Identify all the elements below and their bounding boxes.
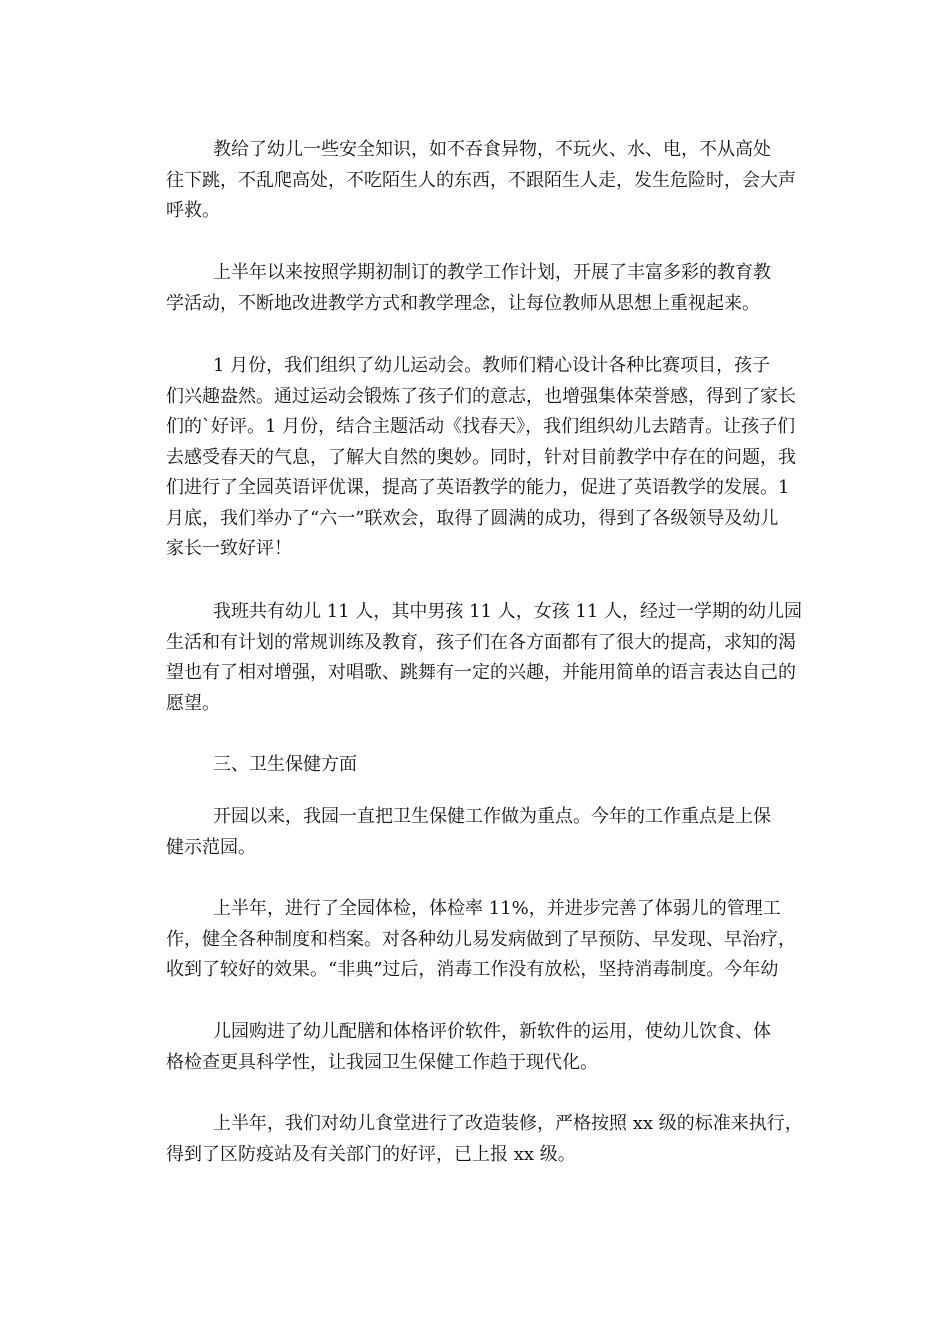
text-line: 呼救。: [166, 200, 220, 221]
paragraph-health-checkup: [166, 894, 836, 986]
text-line: 往下跳，不乱爬高处，不吃陌生人的东西，不跟陌生人走，发生危险时，会大声: [166, 169, 796, 191]
text-line: 家长一致好评！: [166, 538, 292, 559]
text-line: 儿园购进了幼儿配膳和体格评价软件，新软件的运用，使幼儿饮食、体: [213, 1021, 771, 1042]
text-line: 教给了幼儿一些安全知识，如不吞食异物，不玩火、水、电，不从高处: [213, 139, 771, 160]
text-line: 们兴趣盎然。通过运动会锻炼了孩子们的意志，也增强集体荣誉感，得到了家长: [166, 385, 796, 407]
text-line: 得到了区防疫站及有关部门的好评，已上报 xx 级。: [166, 1143, 576, 1165]
paragraph-health-focus: [166, 802, 836, 863]
text-line: 作，健全各种制度和档案。对各种幼儿易发病做到了早预防、早发现、早治疗，: [166, 928, 796, 950]
text-line: 收到了较好的效果。“非典”过后，消毒工作没有放松，坚持消毒制度。今年幼: [166, 959, 779, 980]
text-line: 开园以来，我园一直把卫生保健工作做为重点。今年的工作重点是上保: [213, 806, 771, 827]
paragraph-teaching-plan: [166, 258, 836, 319]
paragraph-safety-knowledge: [166, 135, 836, 227]
text-line: 望也有了相对增强，对唱歌、跳舞有一定的兴趣，并能用简单的语言表达自己的: [166, 662, 796, 683]
text-line: 我班共有幼儿 11 人，其中男孩 11 人，女孩 11 人，经过一学期的幼儿园: [213, 601, 803, 622]
paragraph-january-activities: [166, 351, 836, 565]
text-line: 们的`好评。1 月份，结合主题活动《找春天》，我们组织幼儿去踏青。让孩子们: [166, 416, 796, 437]
text-line: 生活和有计划的常规训练及教育，孩子们在各方面都有了很大的提高，求知的渴: [166, 631, 796, 653]
text-line: 上半年，我们对幼儿食堂进行了改造装修，严格按照 xx 级的标准来执行，: [213, 1113, 803, 1134]
text-line: 1 月份，我们组织了幼儿运动会。教师们精心设计各种比赛项目，孩子: [213, 355, 771, 376]
text-line: 上半年，进行了全园体检，体检率 11%，并进步完善了体弱儿的管理工: [213, 898, 781, 919]
text-line: 们进行了全园英语评优课，提高了英语教学的能力，促进了英语教学的发展。1: [166, 477, 790, 498]
paragraph-canteen: [166, 1109, 836, 1170]
text-line: 愿望。: [166, 692, 220, 714]
text-line: 月底，我们举办了“六一”联欢会，取得了圆满的成功，得到了各级领导及幼儿: [166, 507, 779, 529]
text-line: 健示范园。: [166, 836, 256, 858]
text-line: 学活动，不断地改进教学方式和教学理念，让每位教师从思想上重视起来。: [166, 292, 760, 314]
text-line: 三、卫生保健方面: [213, 754, 357, 775]
paragraph-class-summary: [166, 597, 836, 719]
text-line: 格检查更具科学性，让我园卫生保健工作趋于现代化。: [166, 1051, 598, 1073]
section-heading-health: [166, 750, 836, 781]
text-line: 上半年以来按照学期初制订的教学工作计划，开展了丰富多彩的教育教: [213, 262, 771, 283]
text-line: 去感受春天的气息，了解大自然的奥妙。同时，针对目前教学中存在的问题，我: [166, 446, 796, 468]
paragraph-software: [166, 1017, 836, 1078]
